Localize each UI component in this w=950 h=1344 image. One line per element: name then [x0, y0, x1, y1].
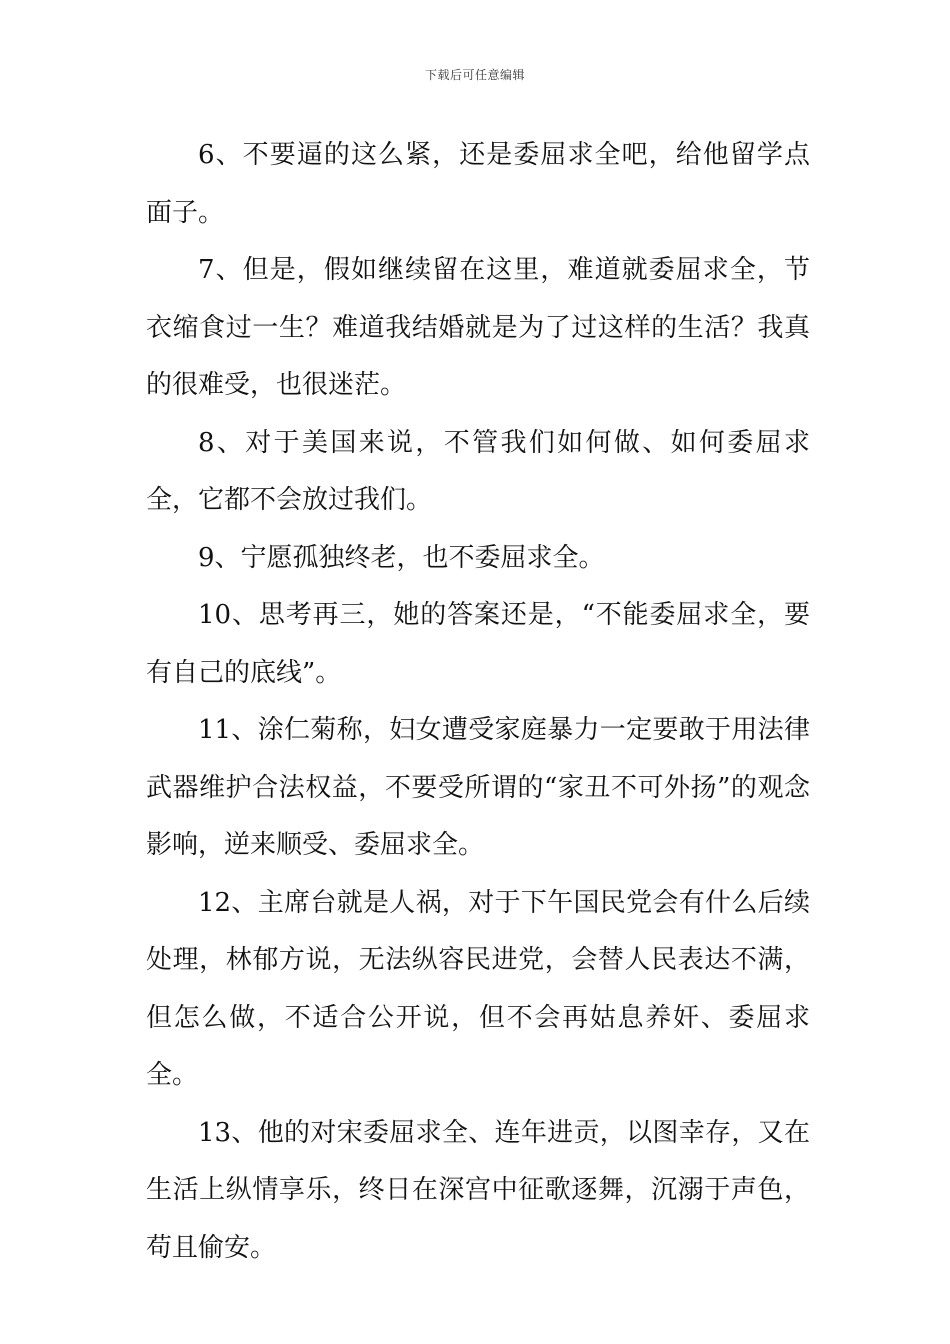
- paragraph-item-8: 8、对于美国来说，不管我们如何做、如何委屈求全，它都不会放过我们。: [146, 427, 810, 515]
- page-header-note: 下载后可任意编辑: [424, 68, 525, 82]
- paragraph-item-12: 12、主席台就是人祸，对于下午国民党会有什么后续处理，林郁方说，无法纵容民进党，会替人民表达不满，但怎么做，不适合公开说，但不会再姑息养奸、委屈求全。: [146, 887, 810, 1090]
- paragraph-item-10: 10、思考再三，她的答案还是，“不能委屈求全，要有自己的底线”。: [146, 600, 810, 688]
- paragraph-item-9: 9、宁愿孤独终老，也不委屈求全。: [198, 542, 605, 573]
- paragraph-item-7: 7、但是，假如继续留在这里，难道就委屈求全，节衣缩食过一生？难道我结婚就是为了过这样的生活？我真的很难受，也很迷茫。: [146, 255, 810, 400]
- document-body: [146, 127, 810, 1277]
- paragraph-item-11: 11、涂仁菊称，妇女遭受家庭暴力一定要敢于用法律武器维护合法权益，不要受所谓的“家丑不可外扬”的观念影响，逆来顺受、委屈求全。: [146, 715, 810, 860]
- paragraph-item-6: 6、不要逼的这么紧，还是委屈求全吧，给他留学点面子。: [146, 140, 810, 228]
- paragraph-item-13: 13、他的对宋委屈求全、连年进贡，以图幸存，又在生活上纵情享乐，终日在深宫中征歌逐舞，沉溺于声色，苟且偷安。: [146, 1117, 810, 1263]
